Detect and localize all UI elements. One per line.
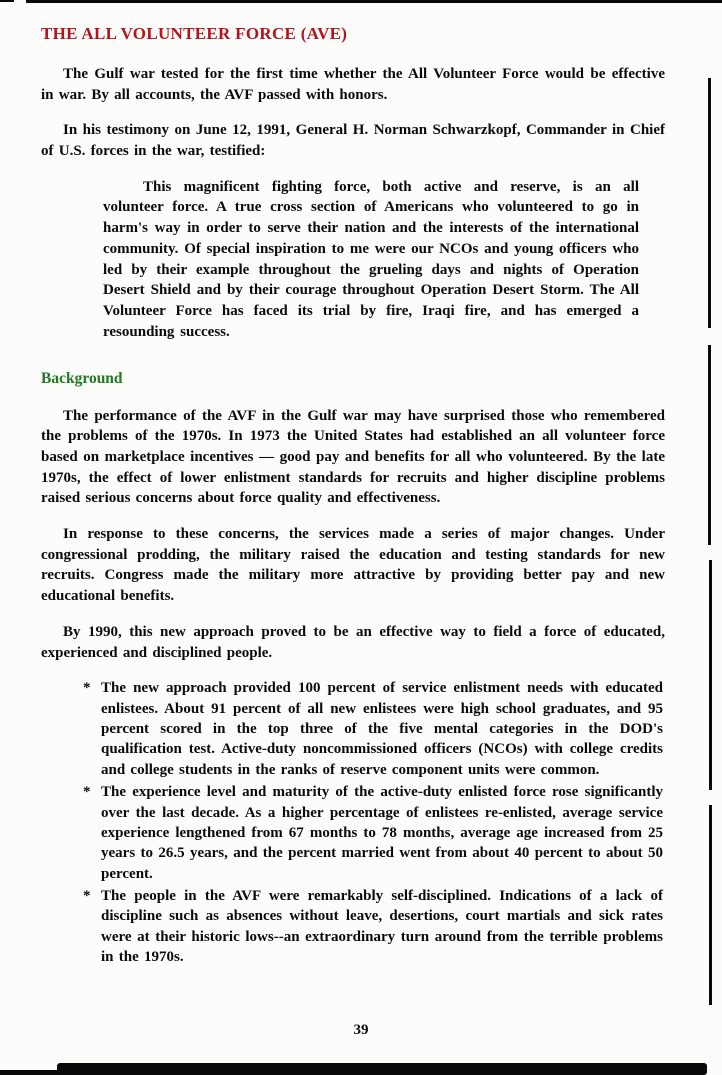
bullet-marker: * <box>83 680 91 697</box>
scan-artifact-right-edge <box>708 345 711 545</box>
scan-artifact-right-edge <box>709 805 712 1005</box>
page-title: THE ALL VOLUNTEER FORCE (AVE) <box>41 24 348 43</box>
scan-artifact-bottom-bar <box>57 1063 707 1075</box>
list-item <box>81 886 665 968</box>
scan-artifact-right-edge <box>708 78 711 328</box>
bullet-text-enlistment-quality: The new approach provided 100 percent of service enlistment needs with educated enlistees. About 91 percent of all new enlistees were high school graduates, and 95 percent scored in the top three of the five mental categories in the DOD's qualification test. Active-duty noncommissioned officers (NCOs) with college credits and college students in the ranks of reserve component units were common. <box>101 680 663 778</box>
background-paragraph-3: By 1990, this new approach proved to be an effective way to field a force of educated, experienced and disciplined people. <box>41 623 665 661</box>
intro-paragraph-2: In his testimony on June 12, 1991, General H. Norman Schwarzkopf, Commander in Chief of U.S. forces in the war, testified: <box>41 122 665 160</box>
page-number: 39 <box>353 1022 369 1038</box>
scan-artifact-top-line <box>26 0 722 3</box>
background-paragraph-2: In response to these concerns, the services made a series of major changes. Under congressional prodding, the military raised the education and testing standards for new recruits. Congress made the military more attractive by providing better pay and new educational benefits. <box>41 526 665 605</box>
scan-artifact-top-left <box>0 0 14 2</box>
list-item <box>81 782 665 884</box>
bullet-text-experience-maturity: The experience level and maturity of the active-duty enlisted force rose significantly over the last decade. As a higher percentage of enlistees re-enlisted, average service experience lengthened from 67 months to 78 months, average age increased from 25 years to 26.5 years, and the percent married went from about 40 percent to about 50 percent. <box>101 784 663 882</box>
bullet-marker: * <box>83 888 91 905</box>
intro-paragraph-1: The Gulf war tested for the first time whether the All Volunteer Force would be effective in war. By all accounts, the AVF passed with honors. <box>41 66 665 103</box>
scan-artifact-right-edge <box>709 560 712 790</box>
scan-artifact-bottom-left <box>0 1070 60 1075</box>
bullet-list <box>81 678 665 967</box>
bullet-text-self-discipline: The people in the AVF were remarkably self-disciplined. Indications of a lack of discipline such as absences without leave, desertions, court martials and sick rates were at their historic lows--an extraordinary turn around from the terrible problems in the 1970s. <box>101 888 663 966</box>
list-item <box>81 678 665 780</box>
document-content <box>41 24 665 970</box>
background-paragraph-1: The performance of the AVF in the Gulf war may have surprised those who remembered the problems of the 1970s. In 1973 the United States had established an all volunteer force based on marketplace incentives — good pay and benefits for all who volunteered. By the late 1970s, the effect of lower enlistment standards for recruits and higher discipline problems raised serious concerns about force quality and effectiveness. <box>41 407 665 507</box>
section-heading-background: Background <box>41 370 123 388</box>
bullet-marker: * <box>83 784 91 801</box>
schwarzkopf-quote-block: This magnificent fighting force, both active and reserve, is an all volunteer force. A true cross section of Americans who volunteered to go in harm's way in order to serve their nation and the interests of the international community. Of special inspiration to me were our NCOs and young officers who led by their example throughout the grueling days and nights of Operation Desert Shield and by their courage throughout Operation Desert Storm. The All Volunteer Force has faced its trial by fire, Iraqi fire, and has emerged a resounding success. <box>103 178 639 340</box>
